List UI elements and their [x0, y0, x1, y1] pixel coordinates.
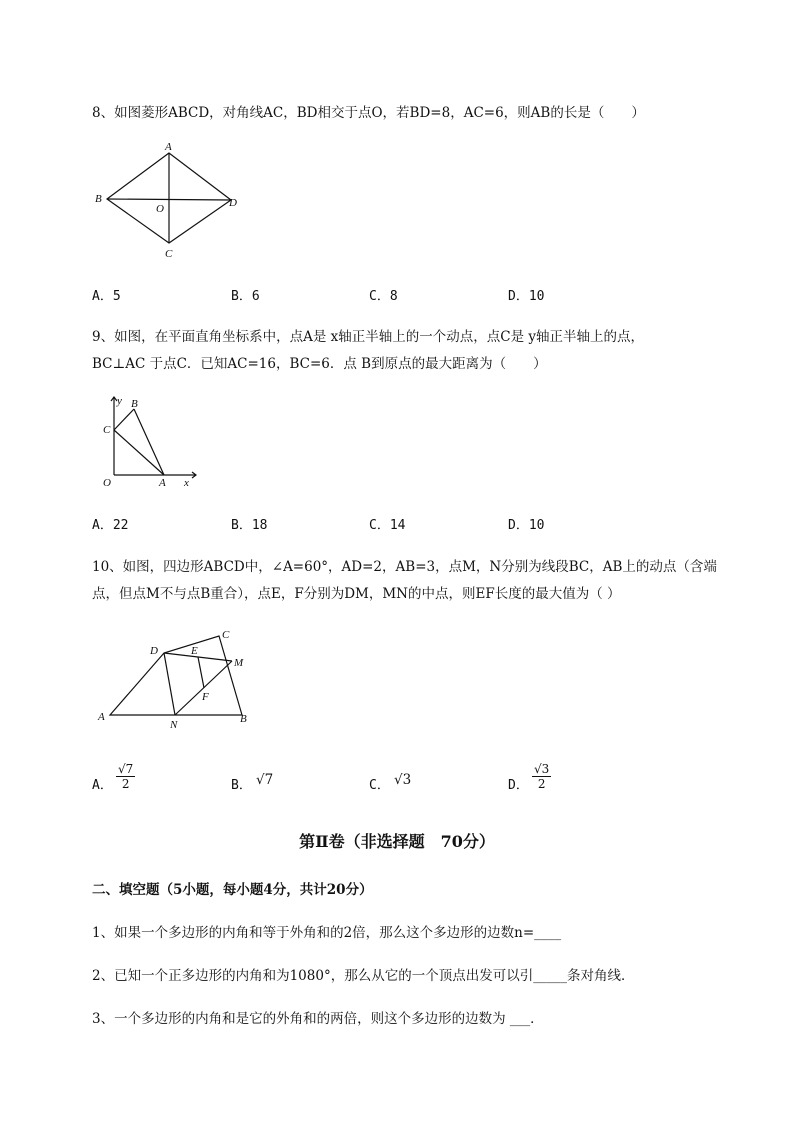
q9-label-a: A	[159, 477, 166, 489]
q10-option-a-label: A．	[92, 778, 113, 793]
q10-text-line2: 点，但点M不与点B重合），点E，F分别为DM，MN的中点，则EF长度的最大值为（ ）	[92, 586, 621, 602]
q8-option-d: D．10	[508, 289, 545, 304]
q8-rhombus-figure	[90, 140, 250, 262]
q10-option-a-denominator: 2	[121, 777, 130, 791]
q10-option-d-numerator: √3	[534, 762, 550, 776]
q10-label-e: E	[191, 645, 198, 657]
q9-option-c: C．14	[369, 518, 406, 533]
q8-label-b: B	[95, 193, 102, 205]
q10-option-d-denominator: 2	[537, 777, 546, 791]
q8-label-d: D	[229, 197, 237, 209]
q8-option-c: C．8	[369, 289, 398, 304]
q10-label-d: D	[150, 645, 158, 657]
q9-option-d: D．10	[508, 518, 545, 533]
q10-option-a-fraction	[116, 762, 135, 791]
q8-option-b: B．6	[231, 289, 260, 304]
q8-option-a: A．5	[92, 289, 121, 304]
q10-option-d-label: D．	[508, 778, 529, 793]
q10-quadrilateral-figure	[92, 622, 262, 734]
q10-option-c-value: √3	[394, 772, 412, 788]
q8-label-o: O	[156, 203, 164, 215]
fill-question-1: 1、如果一个多边形的内角和等于外角和的2倍，那么这个多边形的边数n=____	[92, 925, 562, 941]
section-2-title: 第Ⅱ卷（非选择题 70分）	[299, 832, 495, 851]
q10-text-line1: 10、如图，四边形ABCD中，∠A=60°，AD=2，AB=3，点M，N分别为线段BC，AB上的动点（含端	[92, 559, 717, 575]
q10-option-b-label: B．	[231, 778, 252, 793]
q10-label-a: A	[98, 711, 105, 723]
fill-in-part-title: 二、填空题（5小题，每小题4分，共计20分）	[92, 882, 373, 898]
q10-label-n: N	[170, 719, 178, 731]
fill-question-2: 2、已知一个正多边形的内角和为1080°，那么从它的一个顶点出发可以引_____条对角线．	[92, 968, 635, 984]
q8-text: 8、如图菱形ABCD，对角线AC，BD相交于点O，若BD=8，AC=6，则AB的长是（ ）	[92, 105, 645, 121]
q10-label-b: B	[240, 713, 247, 725]
q10-option-b-value: √7	[256, 772, 274, 788]
q10-option-c-label: C．	[369, 778, 390, 793]
q8-label-a: A	[165, 141, 172, 153]
q9-option-a: A．22	[92, 518, 129, 533]
fill-question-3: 3、一个多边形的内角和是它的外角和的两倍，则这个多边形的边数为 ___．	[92, 1011, 544, 1027]
q10-option-d-fraction	[532, 762, 551, 791]
q9-text-line1: 9、如图，在平面直角坐标系中，点A是 x轴正半轴上的一个动点，点C是 y轴正半轴上的点，	[92, 329, 644, 345]
q9-label-y: y	[117, 395, 122, 407]
q9-option-b: B．18	[231, 518, 268, 533]
q9-coordinate-figure	[98, 393, 208, 493]
q9-label-o: O	[103, 477, 111, 489]
q10-label-m: M	[234, 657, 244, 669]
q9-label-x: x	[184, 477, 189, 489]
q9-label-c: C	[103, 424, 111, 436]
q10-option-a-numerator: √7	[118, 762, 134, 776]
q8-label-c: C	[165, 248, 173, 260]
q9-label-b: B	[131, 398, 138, 410]
q9-text-line2: BC⊥AC 于点C．已知AC=16，BC=6．点 B到原点的最大距离为（ ）	[92, 356, 547, 372]
q10-label-c: C	[222, 629, 230, 641]
q10-label-f: F	[202, 691, 209, 703]
